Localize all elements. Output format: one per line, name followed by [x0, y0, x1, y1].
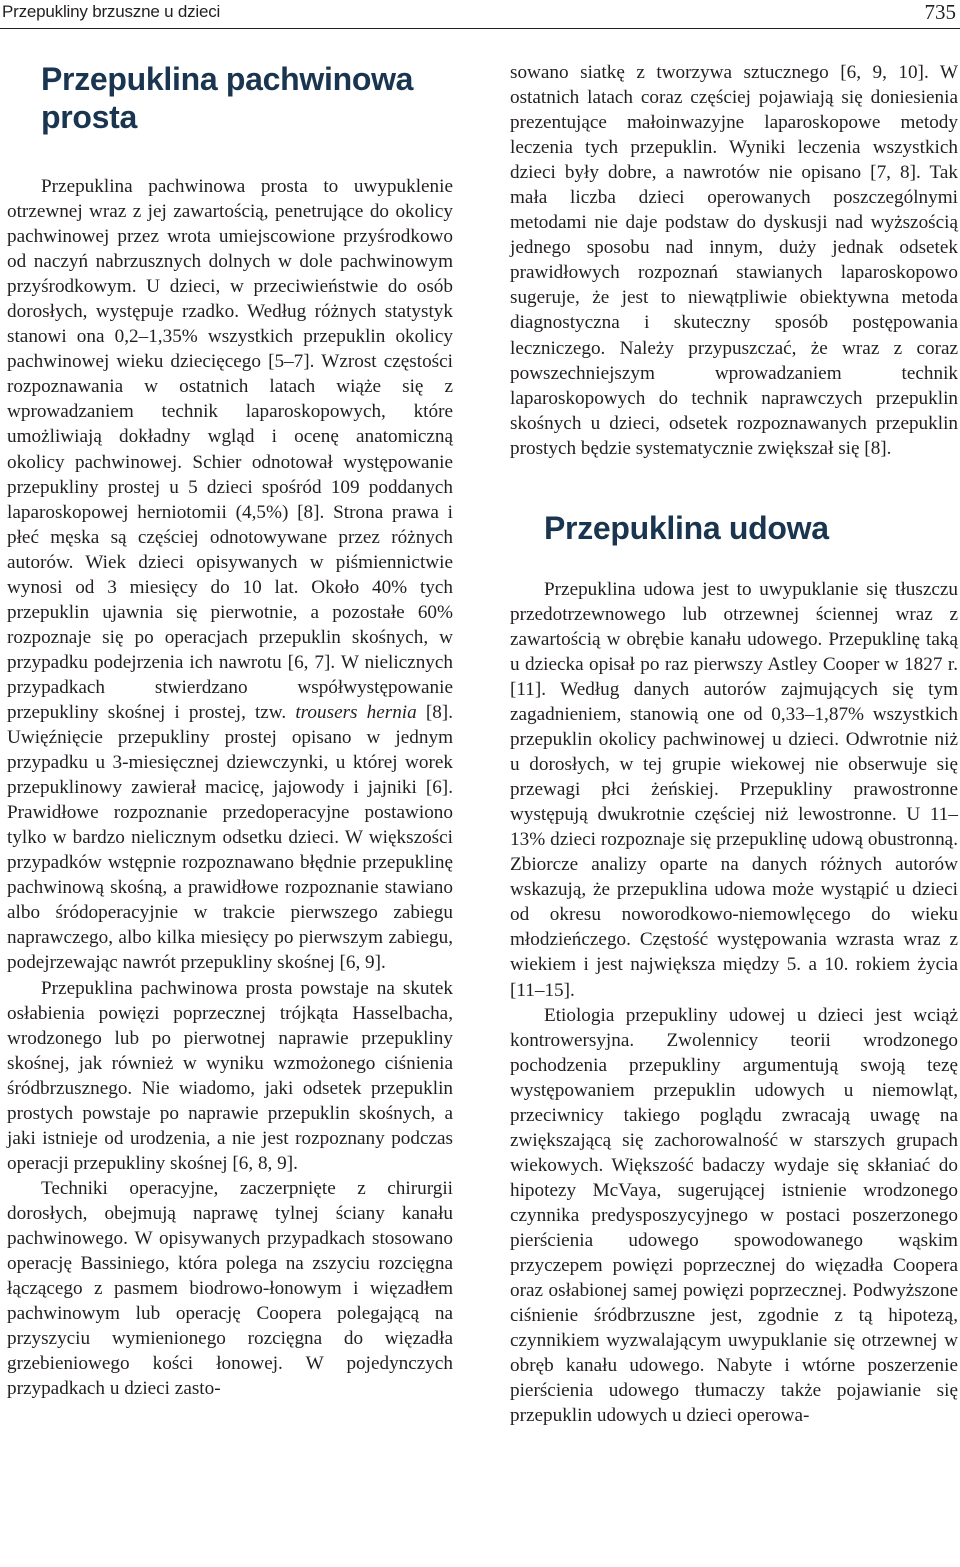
section-title-direct-inguinal-hernia: Przepuklina pachwinowa prosta: [41, 61, 414, 135]
paragraph-text: Przepuklina pachwinowa prosta to uwypuklenie otrzewnej wraz z jej zawartością, penetrujące do okolicy pachwinowej przez wrota umiejscowione przyśrodkowo od naczyń nabrzusznych dolnych w dole pachwinowym przyśrodkowym. U dzieci, w przeciwieństwie do osób dorosłych, występuje rzadko. Według różnych statystyk stanowi ona 0,2–1,35% wszystkich przepuklin okolicy pachwinowej wieku dziecięcego [5–7]. Wzrost częstości rozpoznawania w ostatnich latach wiąże się z wprowadzaniem technik laparoskopowych, które umożliwiają dokładny wgląd i ocenę anatomiczną okolicy pachwinowej. Schier odnotował występowanie przepukliny prostej u 5 dzieci spośród 109 poddanych laparoskopowej herniotomii (4,5%) [8]. Strona prawa i płeć męska są częściej odnotowywane przez różnych autorów. Wiek dzieci opisywanych w piśmiennictwie wynosi od 3 miesięcy do 10 lat. Około 40% tych przepuklin ujawnia się pierwotnie, a pozostałe 60% rozpoznaje się po operacjach przepuklin skośnych, w przypadku podejrzenia ich nawrotu [6, 7]. W nielicznych przypadkach stwierdzano współwystępowanie przepukliny skośnej i prostej, tzw.: [7, 176, 453, 723]
paragraph-text: [8]. Uwięźnięcie przepukliny prostej opisano w jednym przypadku u 3-miesięcznej dziewczynki, u której worek przepuklinowy zawierał macicę, jajowody i jajniki [6]. Prawidłowe rozpoznanie przedoperacyjne postawiono tylko w bardzo nielicznym odsetku dzieci. W większości przypadków wstępnie rozpoznawano błędnie przepuklinę pachwinową skośną, a prawidłowe rozpoznanie stawiano albo śródoperacyjnie w trakcie pierwszego zabiegu naprawczego, albo kilka miesięcy po pierwszym zabiegu, podejrzewając nawrót przepukliny skośnej [6, 9].: [7, 701, 453, 974]
section-title-femoral-hernia: Przepuklina udowa: [544, 509, 829, 546]
left-column: [7, 60, 453, 1401]
paragraph: sowano siatkę z tworzywa sztucznego [6, 9, 10]. W ostatnich latach coraz częściej pojawiają się doniesienia prezentujące małoinwazyjne laparoskopowe metody leczenia tych przepuklin. Wyniki leczenia wszystkich dzieci były dobre, a nawrotów nie opisano [7, 8]. Tak mała liczba dzieci operowanych poszczególnymi metodami nie daje podstaw do dyskusji nad wyższością jednego sposobu nad innym, duży jednak odsetek prawidłowych rozpoznań stawianych laparoskopowo sugeruje, że jest to niewątpliwie obiektywna metoda diagnostyczna i skuteczny sposób postępowania leczniczego. Należy przypuszczać, że wraz z coraz powszechniejszym wprowadzaniem technik laparoskopowych do technik naprawczych przepuklin skośnych u dzieci, odsetek rozpoznawanych przepuklin prostych będzie systematycznie zwiększał się [8].: [510, 62, 958, 459]
paragraph: Etiologia przepukliny udowej u dzieci jest wciąż kontrowersyjna. Zwolennicy teorii wrodzonego pochodzenia przepukliny argumentują swoją tezę występowaniem przepuklin udowych u niemowląt, przeciwnicy takiego poglądu zwracają uwagę na zwiększającą się zachorowalność w starszych grupach wiekowych. Większość badaczy wydaje się skłaniać do hipotezy McVaya, sugerującej istnienie wrodzonego czynnika predysposzycyjnego w postaci poszerzonego pierścienia udowego spowodowanego wąskim przyczepem powięzi poprzecznej do więzadła Coopera oraz osłabionej samej powięzi poprzecznej. Podwyższone ciśnienie śródbrzuszne jest, zgodnie z tą hipotezą, czynnikiem wyzwalającym uwypuklanie się otrzewnej w obręb kanału udowego. Nabyte i wtórne poszerzenie pierścienia udowego tłumaczy także pojawianie się przepuklin udowych u dzieci operowa-: [510, 1004, 958, 1427]
running-header: [0, 0, 960, 29]
right-column: [510, 60, 958, 1428]
running-title: Przepukliny brzuszne u dzieci: [2, 2, 221, 21]
italic-term: trousers hernia: [295, 701, 417, 723]
page-number: 735: [924, 0, 956, 24]
paragraph: Techniki operacyjne, zaczerpnięte z chirurgii dorosłych, obejmują naprawę tylnej ściany kanału pachwinowego. W opisywanych przypadkach stosowano operację Bassiniego, która polega na zszyciu rozcięgna łączącego z pasmem biodrowo-łonowym i więzadłem pachwinowym lub operację Coopera polegającą na przyszyciu wymienionego rozcięgna do więzadła grzebieniowego kości łonowej. W pojedynczych przypadkach u dzieci zasto-: [7, 1177, 453, 1400]
paragraph: Przepuklina pachwinowa prosta powstaje na skutek osłabienia powięzi poprzecznej trójkąta Hasselbacha, wrodzonego lub po pierwotnej naprawie przepukliny skośnej, jak również w wyniku wzmożonego ciśnienia śródbrzusznego. Nie wiadomo, jaki odsetek przepuklin prostych powstaje po naprawie przepuklin skośnych, a jaki istnieje od urodzenia, a nie jest rozpoznany podczas operacji przepukliny skośnej [6, 8, 9].: [7, 977, 453, 1174]
paragraph: [7, 174, 453, 976]
paragraph: Przepuklina udowa jest to uwypuklanie się tłuszczu przedotrzewnowego lub otrzewnej ściennej wraz z zawartością w obrębie kanału udowego. Przepuklinę taką u dziecka opisał po raz pierwszy Astley Cooper w 1827 r. [11]. Według danych autorów zajmujących się tym zagadnieniem, stanowią one od 0,33–1,87% wszystkich przepuklin okolicy pachwinowej u dzieci. Odwrotnie niż u dorosłych, w tej grupie wiekowej nie obserwuje się przewagi płci żeńskiej. Przepukliny prawostronne występują dwukrotnie częściej niż lewostronne. U 11–13% dzieci rozpoznaje się przepuklinę udową obustronną. Zbiorcze analizy oparte na danych różnych autorów wskazują, że przepuklina udowa może wystąpić u dzieci od okresu noworodkowo-niemowlęcego do wieku młodzieńczego. Częstość występowania wzrasta wraz z wiekiem i jest największa między 5. a 10. rokiem życia [11–15].: [510, 578, 958, 1001]
